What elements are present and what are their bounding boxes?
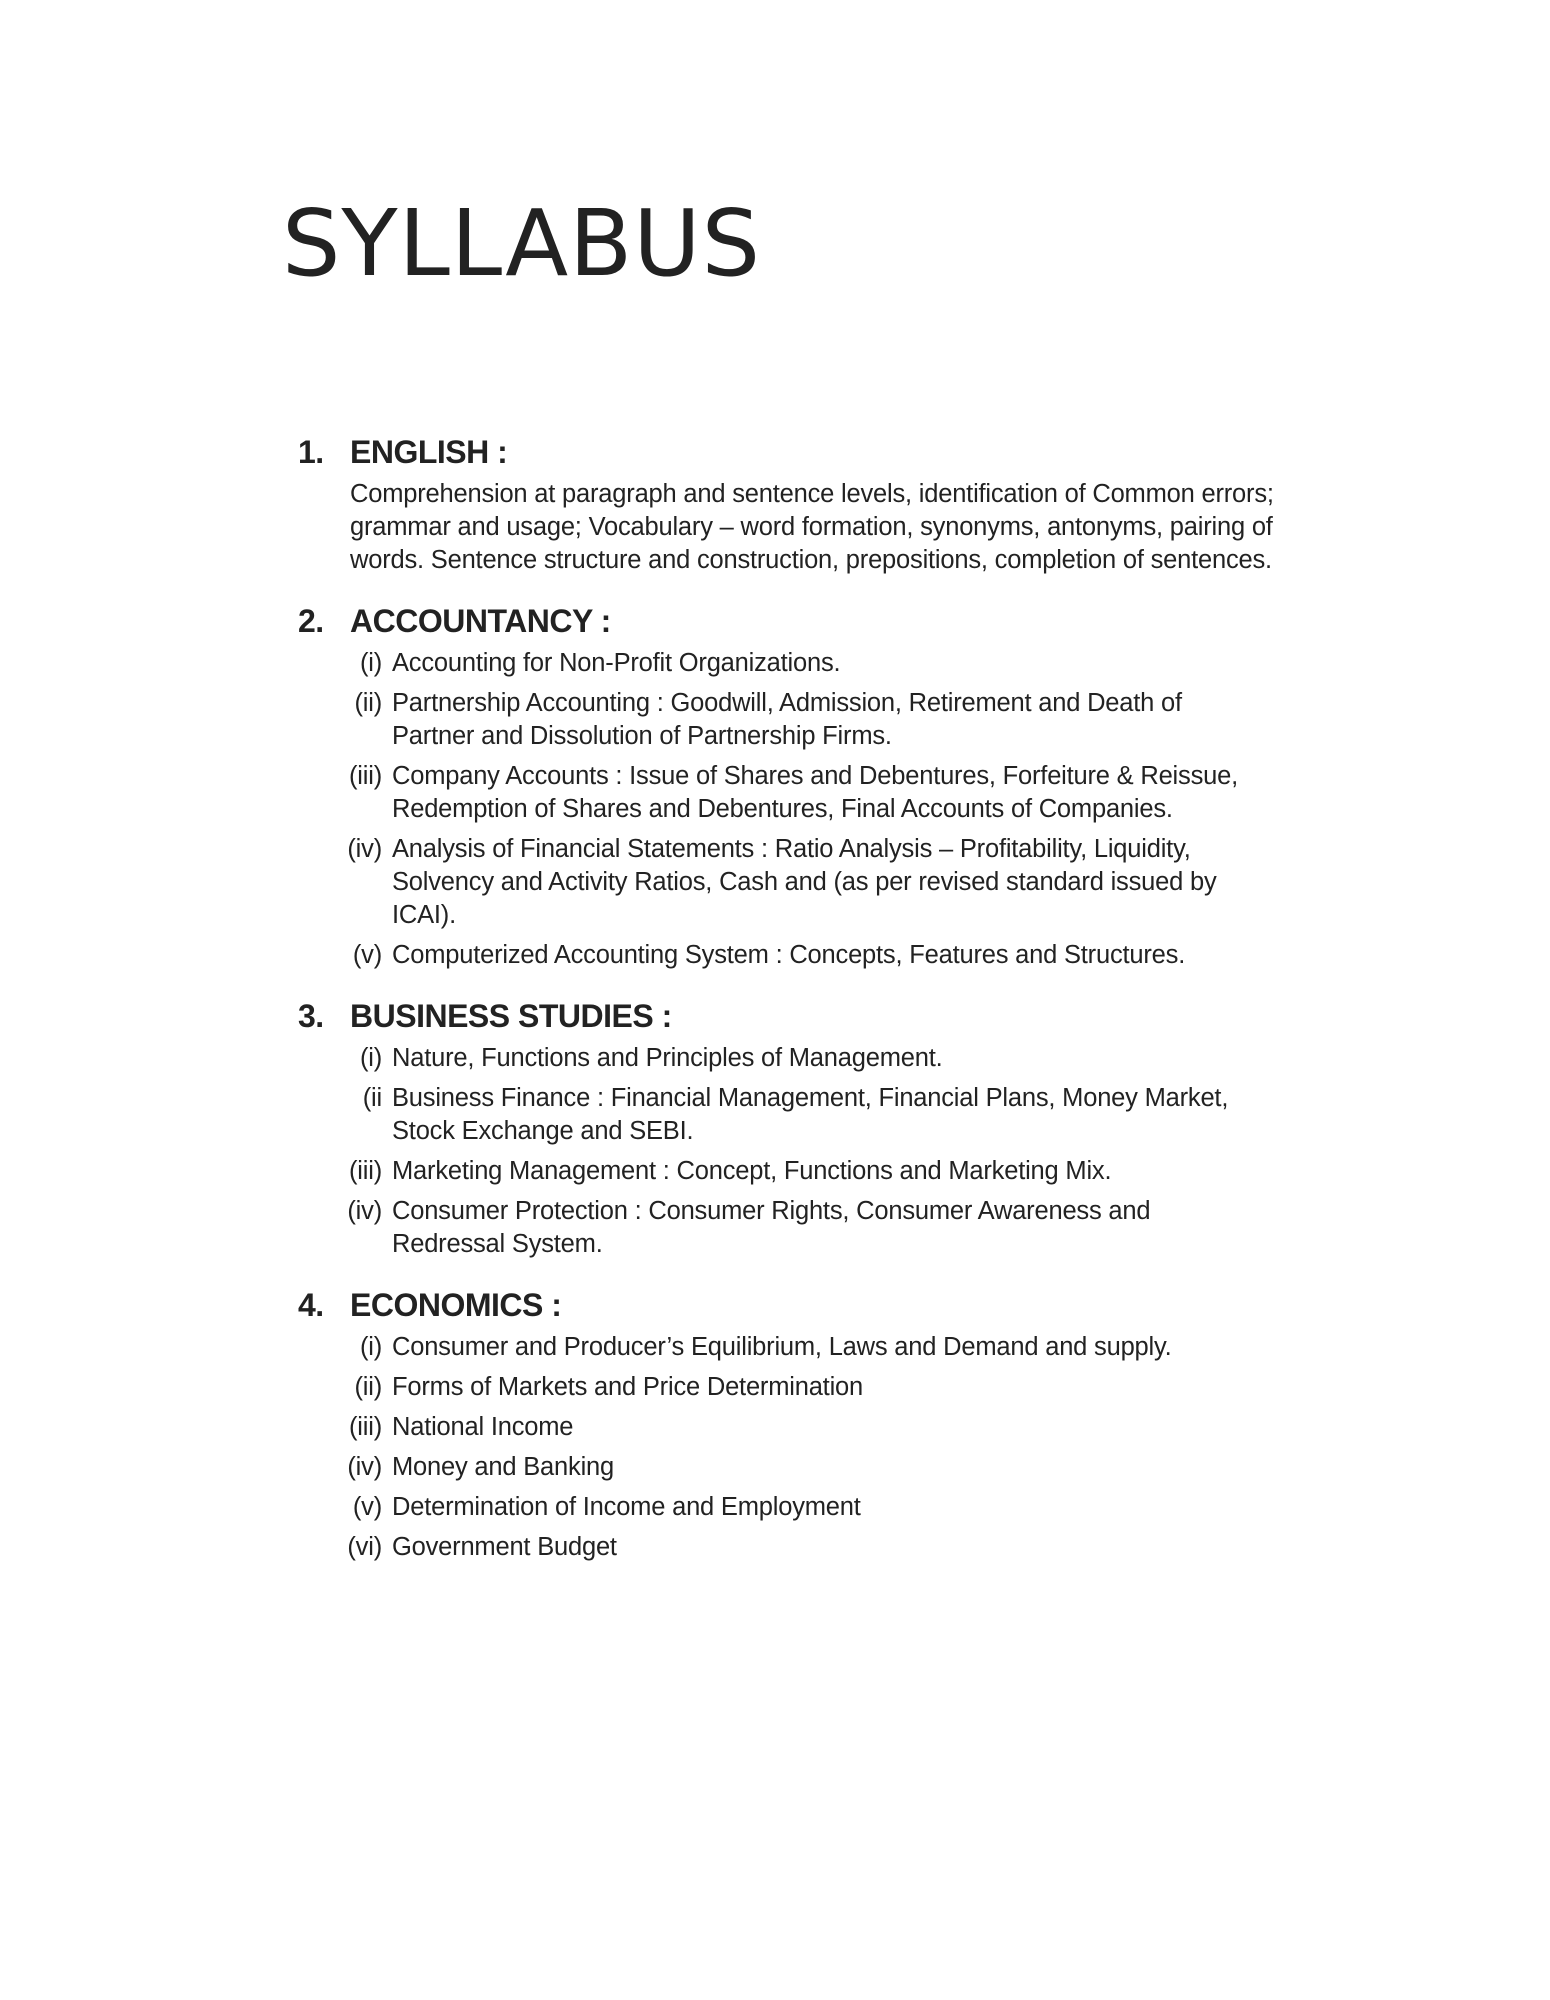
section-title: ACCOUNTANCY : [350, 603, 611, 639]
list-item [298, 1082, 1298, 1148]
syllabus-sections [298, 430, 1298, 1586]
list-item [298, 1155, 1298, 1188]
page-title: SYLLABUS [282, 190, 762, 297]
list-item [298, 1331, 1298, 1364]
list-item-text: Government Budget [392, 1533, 617, 1561]
list-item-marker: (ii) [354, 1373, 382, 1401]
section-number: 2. [298, 603, 324, 639]
list-item [298, 1195, 1298, 1261]
list-item-text: Money and Banking [392, 1453, 615, 1481]
section-heading [298, 1283, 1298, 1327]
list-item-text: Consumer and Producer’s Equilibrium, Laws and Demand and supply. [392, 1333, 1172, 1361]
list-item-text: Forms of Markets and Price Determination [392, 1373, 863, 1401]
list-item [298, 939, 1298, 972]
list-item-marker: (v) [352, 1493, 382, 1521]
section-number: 3. [298, 998, 324, 1034]
list-item-text: Analysis of Financial Statements : Ratio Analysis – Profitability, Liquidity, Solvency and Activity Ratios, Cash and (as per revised standard issued by ICAI). [392, 835, 1217, 929]
list-item [298, 1411, 1298, 1444]
list-item-text: Consumer Protection : Consumer Rights, Consumer Awareness and Redressal System. [392, 1197, 1151, 1258]
list-item-marker: (ii) [354, 689, 382, 717]
list-item-text: Company Accounts : Issue of Shares and Debentures, Forfeiture & Reissue, Redemption of Shares and Debentures, Final Accounts of Companies. [392, 762, 1238, 823]
list-item [298, 647, 1298, 680]
list-item [298, 687, 1298, 753]
list-item-marker: (v) [352, 941, 382, 969]
list-item-marker: (i) [359, 1044, 382, 1072]
list-item-marker: (iv) [347, 835, 382, 863]
list-item-marker: (iii) [349, 762, 382, 790]
section-english [298, 430, 1298, 577]
list-item-marker: (ii [362, 1084, 382, 1112]
section-title: BUSINESS STUDIES : [350, 998, 672, 1034]
list-item-marker: (vi) [347, 1533, 382, 1561]
section-accountancy [298, 599, 1298, 972]
list-item-marker: (iii) [349, 1157, 382, 1185]
list-item-marker: (i) [359, 1333, 382, 1361]
list-item [298, 1531, 1298, 1564]
section-heading [298, 430, 1298, 474]
list-item-marker: (i) [359, 649, 382, 677]
section-number: 4. [298, 1287, 324, 1323]
section-economics [298, 1283, 1298, 1564]
section-number: 1. [298, 434, 324, 470]
list-item [298, 1451, 1298, 1484]
list-item-text: Computerized Accounting System : Concepts, Features and Structures. [392, 941, 1186, 969]
section-title: ENGLISH : [350, 434, 508, 470]
list-item-text: Business Finance : Financial Management, Financial Plans, Money Market, Stock Exchange and SEBI. [392, 1084, 1229, 1145]
list-item-text: Determination of Income and Employment [392, 1493, 861, 1521]
list-item-text: National Income [392, 1413, 574, 1441]
list-item [298, 1371, 1298, 1404]
list-item-text: Nature, Functions and Principles of Management. [392, 1044, 943, 1072]
section-heading [298, 994, 1298, 1038]
list-item-text: Accounting for Non-Profit Organizations. [392, 649, 841, 677]
list-item-text: Partnership Accounting : Goodwill, Admission, Retirement and Death of Partner and Dissolution of Partnership Firms. [392, 689, 1182, 750]
list-item-text: Marketing Management : Concept, Functions and Marketing Mix. [392, 1157, 1112, 1185]
list-item [298, 833, 1298, 932]
list-item [298, 1491, 1298, 1524]
section-title: ECONOMICS : [350, 1287, 562, 1323]
list-item-marker: (iv) [347, 1197, 382, 1225]
list-item [298, 1042, 1298, 1075]
list-item [298, 760, 1298, 826]
list-item-marker: (iv) [347, 1453, 382, 1481]
list-item-marker: (iii) [349, 1413, 382, 1441]
section-business-studies [298, 994, 1298, 1261]
section-paragraph: Comprehension at paragraph and sentence levels, identification of Common errors; grammar and usage; Vocabulary – word formation, synonyms, antonyms, pairing of words. Sentence structure and construction, prepositions, completion of sentences. [350, 480, 1274, 574]
section-heading [298, 599, 1298, 643]
